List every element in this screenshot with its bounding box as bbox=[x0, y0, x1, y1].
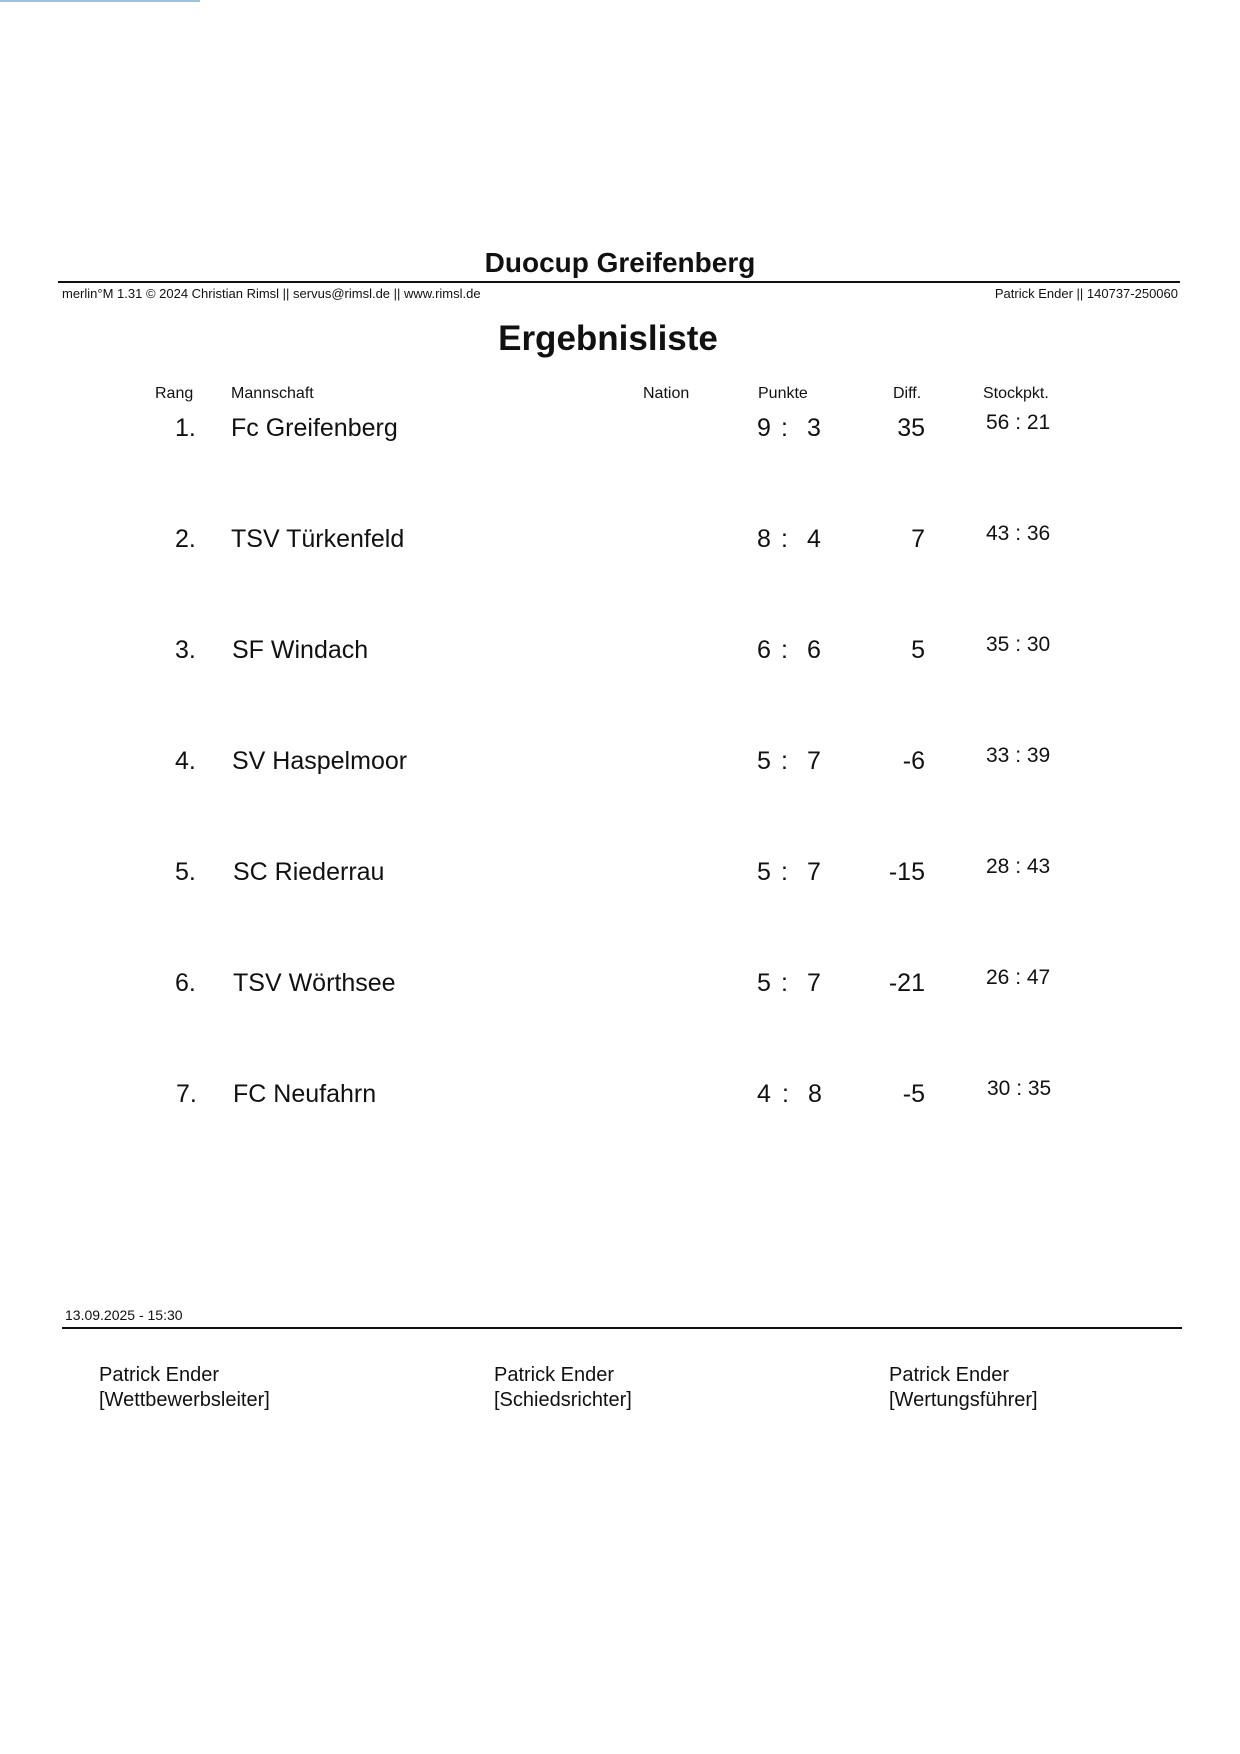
table-row bbox=[0, 855, 1240, 898]
points-separator: : bbox=[781, 414, 788, 442]
col-stock: Stockpkt. bbox=[983, 385, 1049, 402]
points-won: 6 bbox=[757, 636, 771, 664]
signature-block bbox=[99, 1363, 270, 1413]
rank: 6. bbox=[175, 969, 196, 997]
rank: 1. bbox=[175, 414, 196, 442]
points-lost: 8 bbox=[808, 1080, 822, 1108]
rank: 3. bbox=[175, 636, 196, 664]
team-name: TSV Wörthsee bbox=[233, 969, 396, 997]
list-title: Ergebnisliste bbox=[498, 319, 718, 358]
software-info: merlin°M 1.31 © 2024 Christian Rimsl || servus@rimsl.de || www.rimsl.de bbox=[62, 286, 481, 301]
scan-mark bbox=[0, 0, 200, 2]
stock-points: 35 : 30 bbox=[986, 633, 1051, 656]
points-separator: : bbox=[782, 1080, 789, 1108]
document-title: Duocup Greifenberg bbox=[484, 247, 756, 278]
table-row bbox=[0, 411, 1240, 454]
difference: -6 bbox=[902, 747, 925, 775]
points-lost: 4 bbox=[807, 525, 821, 553]
table-row bbox=[0, 633, 1240, 676]
signer-role: [Wertungsführer] bbox=[889, 1389, 1038, 1411]
difference: 5 bbox=[911, 636, 925, 664]
team-name: TSV Türkenfeld bbox=[231, 525, 405, 553]
stock-points: 56 : 21 bbox=[986, 411, 1051, 434]
stock-points: 28 : 43 bbox=[986, 855, 1051, 878]
rank: 5. bbox=[175, 858, 196, 886]
difference: -15 bbox=[888, 858, 925, 886]
team-name: SF Windach bbox=[232, 636, 369, 664]
footer-divider bbox=[62, 1327, 1182, 1329]
difference: -21 bbox=[888, 969, 925, 997]
signer-name: Patrick Ender bbox=[494, 1364, 615, 1386]
points-separator: : bbox=[781, 636, 788, 664]
table-row bbox=[0, 1077, 1240, 1120]
table-row bbox=[0, 744, 1240, 787]
signer-role: [Wettbewerbsleiter] bbox=[99, 1389, 270, 1411]
team-name: SV Haspelmoor bbox=[232, 747, 408, 775]
col-points: Punkte bbox=[758, 385, 808, 402]
col-team: Mannschaft bbox=[231, 385, 314, 402]
signer-name: Patrick Ender bbox=[99, 1364, 220, 1386]
difference: 7 bbox=[911, 525, 925, 553]
points-lost: 6 bbox=[807, 636, 821, 664]
rank: 2. bbox=[175, 525, 196, 553]
points-won: 9 bbox=[757, 414, 771, 442]
header-divider bbox=[58, 281, 1180, 283]
points-separator: : bbox=[781, 525, 788, 553]
print-datetime: 13.09.2025 - 15:30 bbox=[65, 1307, 183, 1323]
points-separator: : bbox=[781, 747, 788, 775]
signer-name: Patrick Ender bbox=[889, 1364, 1010, 1386]
points-lost: 7 bbox=[807, 747, 821, 775]
points-won: 4 bbox=[757, 1080, 771, 1108]
signer-role: [Schiedsrichter] bbox=[494, 1389, 632, 1411]
col-diff: Diff. bbox=[893, 385, 922, 402]
signature-block bbox=[494, 1363, 632, 1413]
points-lost: 7 bbox=[807, 858, 821, 886]
signature-block bbox=[889, 1363, 1038, 1413]
points-won: 5 bbox=[757, 747, 771, 775]
points-lost: 7 bbox=[807, 969, 821, 997]
rank: 7. bbox=[176, 1080, 197, 1108]
points-lost: 3 bbox=[807, 414, 821, 442]
difference: -5 bbox=[902, 1080, 925, 1108]
points-separator: : bbox=[781, 858, 788, 886]
rank: 4. bbox=[175, 747, 196, 775]
stock-points: 43 : 36 bbox=[986, 522, 1051, 545]
stock-points: 30 : 35 bbox=[987, 1077, 1052, 1100]
team-name: Fc Greifenberg bbox=[231, 414, 398, 442]
col-nation: Nation bbox=[643, 385, 690, 402]
table-row bbox=[0, 522, 1240, 565]
points-separator: : bbox=[781, 969, 788, 997]
team-name: SC Riederrau bbox=[233, 858, 385, 886]
table-row bbox=[0, 966, 1240, 1009]
stock-points: 33 : 39 bbox=[986, 744, 1051, 767]
difference: 35 bbox=[897, 414, 925, 442]
team-name: FC Neufahrn bbox=[233, 1080, 377, 1108]
points-won: 5 bbox=[757, 858, 771, 886]
col-rank: Rang bbox=[155, 385, 194, 402]
author-info: Patrick Ender || 140737-250060 bbox=[994, 286, 1178, 301]
points-won: 5 bbox=[757, 969, 771, 997]
stock-points: 26 : 47 bbox=[986, 966, 1051, 989]
points-won: 8 bbox=[757, 525, 771, 553]
